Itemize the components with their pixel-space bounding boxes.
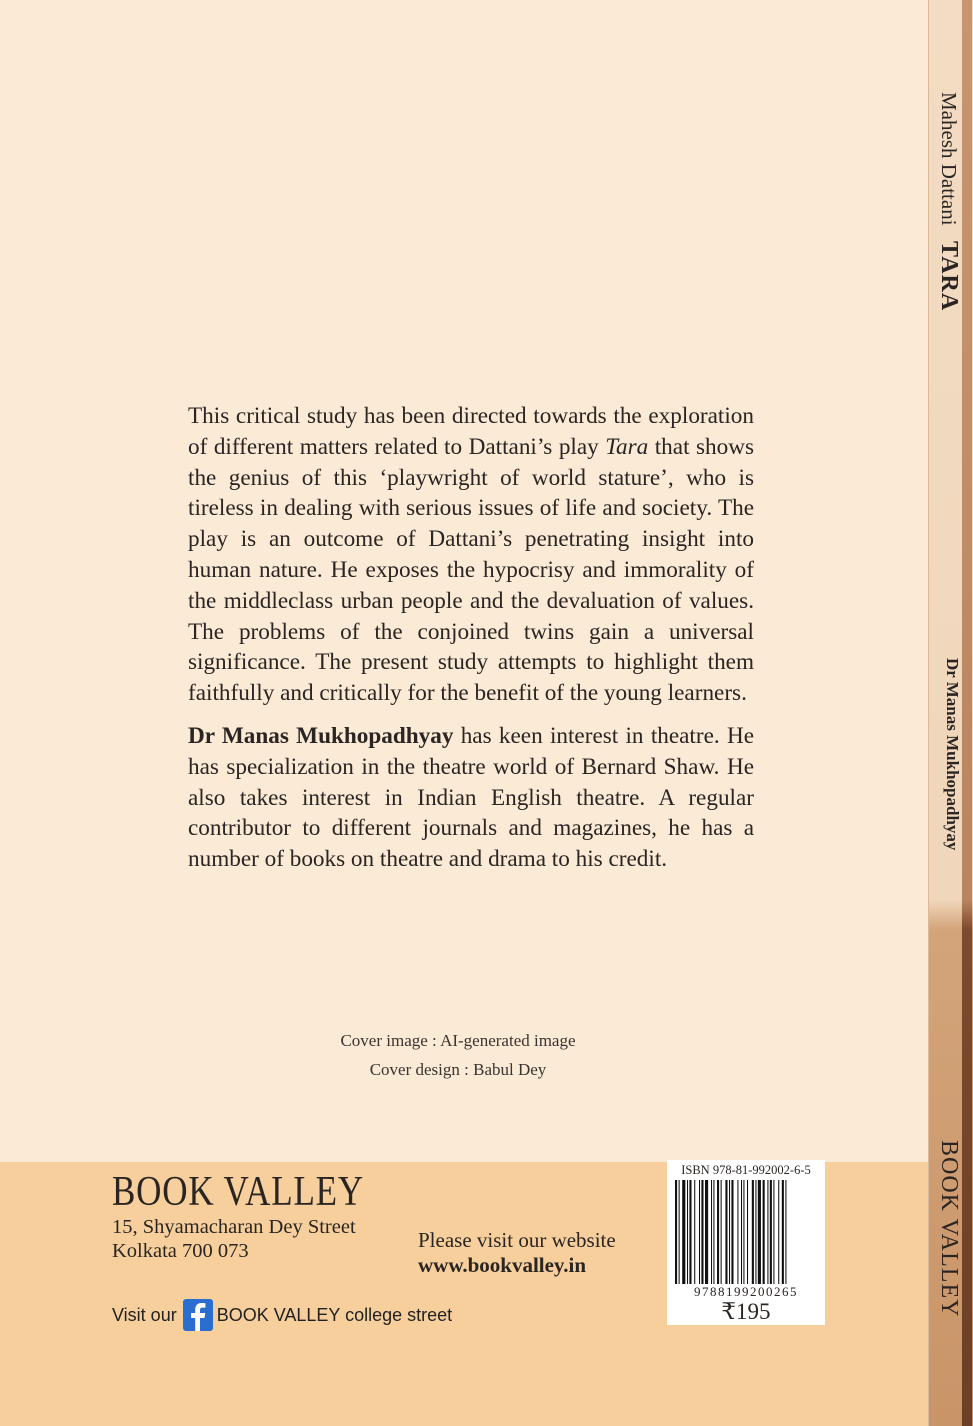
cover-design-credit: Cover design : Babul Dey	[369, 1060, 547, 1079]
facebook-icon	[183, 1299, 213, 1331]
publisher-logo	[112, 1167, 364, 1215]
facebook-page-name[interactable]: BOOK VALLEY college street	[216, 1304, 453, 1325]
blurb-p1-rest: that shows the genius of this ‘playwright of world stature’, who is tireless in dealing with serious issues of life and society. The play is an outcome of Dattani’s penetrating insight into human nature. He exposes the hypocrisy and immorality of the middleclass urban people and the devaluation of values. The problems of the conjoined twins gain a universal significance. The present study attempts to highlight them faithfully and critically for the benefit of the young learners.	[188, 433, 754, 707]
spine-critic: Dr Manas Mukhopadhyay	[943, 658, 962, 851]
spine-publisher: BOOK VALLEY	[936, 1140, 962, 1318]
blurb-p1-lead: This critical study has been directed towards the exploration of different matters related to Dattani’s play	[188, 403, 754, 460]
cover-image-credit: Cover image : AI-generated image	[340, 1031, 576, 1050]
spine-author: Mahesh Dattani	[937, 92, 961, 226]
blurb-paragraph-2	[188, 721, 754, 875]
spine-author-title	[928, 92, 962, 311]
facebook-prefix: Visit our	[112, 1304, 177, 1325]
website-prompt: Please visit our website	[418, 1228, 616, 1252]
facebook-line	[112, 1298, 452, 1332]
blurb	[188, 401, 754, 887]
isbn-text: ISBN 978-81-992002-6-5	[681, 1163, 811, 1177]
author-name: Dr Manas Mukhopadhyay	[188, 722, 454, 749]
play-title: Tara	[605, 433, 649, 460]
website-block	[418, 1228, 616, 1278]
barcode-icon	[675, 1180, 817, 1284]
publisher-logo-wordmark	[112, 1167, 364, 1215]
price: ₹195	[721, 1299, 771, 1324]
spine-edge	[962, 0, 972, 1426]
publisher-address	[112, 1215, 356, 1263]
blurb-p2-rest: has keen interest in theatre. He has specialization in the theatre world of Bernard Shaw. He also takes interest in Indian English theatre. A regular contributor to different journals and magazines, he has a number of books on theatre and drama to his credit.	[188, 722, 755, 873]
address-line-1: 15, Shyamacharan Dey Street	[112, 1216, 356, 1238]
address-line-2: Kolkata 700 073	[112, 1240, 249, 1262]
barcode-box	[667, 1160, 825, 1325]
barcode-digits: 9788199200265	[694, 1284, 798, 1299]
publisher-logo-text: BOOK VALLEY	[112, 1169, 364, 1215]
website-url[interactable]: www.bookvalley.in	[418, 1253, 587, 1277]
spine-title: TARA	[936, 240, 962, 312]
credits	[0, 1026, 928, 1084]
blurb-paragraph-1	[188, 401, 754, 709]
